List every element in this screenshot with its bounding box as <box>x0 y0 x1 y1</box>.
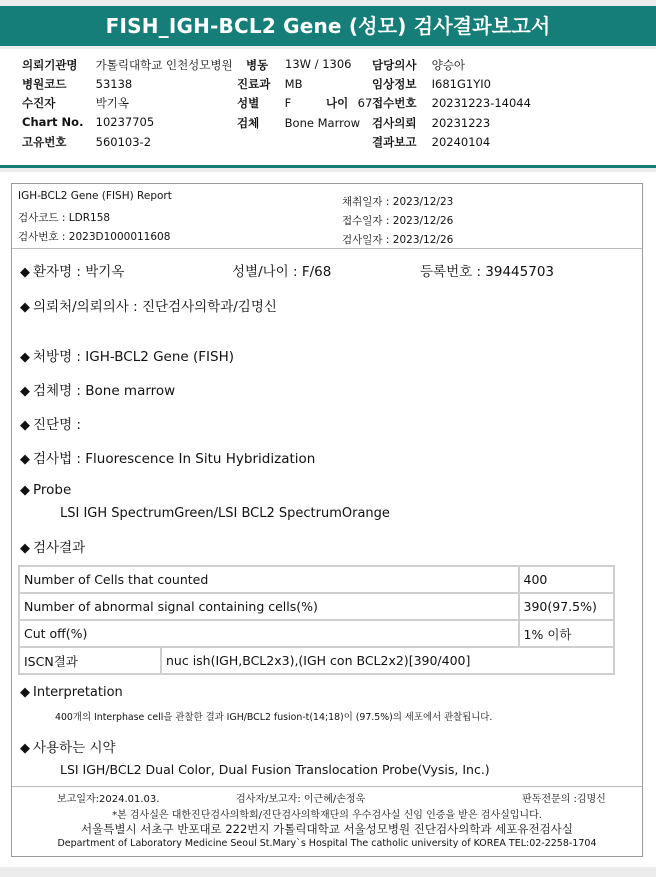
results-table <box>18 565 615 675</box>
result-label: Number of Cells that counted <box>19 566 519 593</box>
probe-value: LSI IGH SpectrumGreen/LSI BCL2 SpectrumOrange <box>60 506 390 521</box>
reg-no-line: 등록번호 : 39445703 <box>420 264 555 280</box>
specimen-field: 검체 Bone Marrow <box>237 116 361 130</box>
result-value: 1% 이하 <box>519 620 614 647</box>
requester-line: ◆ 의뢰처/의뢰의사 : 진단검사의학과/김명신 <box>20 299 277 315</box>
test-number: 검사번호 : 2023D1000011608 <box>18 231 171 243</box>
clinical-field: 임상정보 I681G1YI0 <box>372 77 491 91</box>
iscn-label: ISCN결과 <box>19 647 161 674</box>
result-value: 390(97.5%) <box>519 593 614 620</box>
result-label: Number of abnormal signal containing cells(%) <box>19 593 519 620</box>
specialist: 판독전문의 :김명신 <box>522 794 606 805</box>
report-date-field: 결과보고 20240104 <box>372 135 491 149</box>
report-frame <box>11 183 643 857</box>
diamond-icon: ◆ <box>20 350 30 365</box>
interpretation-heading: ◆ Interpretation <box>20 685 123 700</box>
certification-note: *본 검사실은 대한진단검사의학회/진단검사의학재단의 우수검사실 신임 인증을 받은 검사실입니다. <box>112 810 542 821</box>
age-field: 나이 67 <box>326 96 373 110</box>
diamond-icon: ◆ <box>20 483 30 498</box>
dept-field: 진료과 MB <box>237 77 303 91</box>
hospcode-field: 병원코드 53138 <box>22 77 133 91</box>
report-title: FISH_IGH-BCL2 Gene (성모) 검사결과보고서 <box>0 6 656 46</box>
diagnosis-line: ◆ 진단명 : <box>20 417 81 433</box>
report-name: IGH-BCL2 Gene (FISH) Report <box>18 190 172 202</box>
patient-name-line: ◆ 환자명 : 박기옥 <box>20 264 125 280</box>
chart-field: Chart No. 10237705 <box>22 115 155 129</box>
patient-header <box>0 49 656 168</box>
test-date: 검사일자 : 2023/12/26 <box>342 234 454 246</box>
table-row <box>19 647 614 674</box>
table-row <box>19 566 614 593</box>
test-code: 검사코드 : LDR158 <box>18 212 111 224</box>
id-field: 고유번호 560103-2 <box>22 135 152 149</box>
doctor-field: 담당의사 양승아 <box>372 58 465 72</box>
interpretation-text: 400개의 Interphase cell을 관찰한 결과 IGH/BCL2 fusion-t(14;18)이 (97.5%)의 세포에서 관찰됩니다. <box>55 712 493 723</box>
department-english: Department of Laboratory Medicine Seoul St.Mary`s Hospital The catholic university of KOREA TEL:02-2258-1704 <box>57 838 597 849</box>
diamond-icon: ◆ <box>20 541 30 556</box>
report-sheet <box>0 172 656 867</box>
result-value: 400 <box>519 566 614 593</box>
results-heading: ◆ 검사결과 <box>20 540 86 556</box>
ward-value: 13W / 1306 <box>285 57 352 71</box>
specimen-line: ◆ 검체명 : Bone marrow <box>20 383 176 399</box>
diamond-icon: ◆ <box>20 300 30 315</box>
order-line: ◆ 처방명 : IGH-BCL2 Gene (FISH) <box>20 349 235 365</box>
divider <box>12 786 642 787</box>
table-row <box>19 620 614 647</box>
diamond-icon: ◆ <box>20 384 30 399</box>
iscn-value: nuc ish(IGH,BCL2x3),(IGH con BCL2x2)[390/400] <box>161 647 614 674</box>
request-field: 검사의뢰 20231223 <box>372 116 491 130</box>
ward-field: 병동 <box>246 58 269 72</box>
probe-heading: ◆ Probe <box>20 482 72 498</box>
sex-age-line: 성별/나이 : F/68 <box>232 264 332 280</box>
patient-field: 수진자 박기옥 <box>22 96 129 110</box>
collect-date: 채취일자 : 2023/12/23 <box>342 196 454 208</box>
report-date: 보고일자:2024.01.03. <box>57 794 160 805</box>
diamond-icon: ◆ <box>20 452 30 467</box>
divider <box>12 248 642 249</box>
diamond-icon: ◆ <box>20 741 30 756</box>
diamond-icon: ◆ <box>20 418 30 433</box>
result-label: Cut off(%) <box>19 620 519 647</box>
hospital-address: 서울특별시 서초구 반포대로 222번지 가톨릭대학교 서울성모병원 진단검사의학과 세포유전검사실 <box>81 822 573 836</box>
diamond-icon: ◆ <box>20 265 30 280</box>
method-line: ◆ 검사법 : Fluorescence In Situ Hybridization <box>20 451 316 467</box>
sex-field: 성별 F <box>237 96 292 110</box>
receive-date: 접수일자 : 2023/12/26 <box>342 215 454 227</box>
diamond-icon: ◆ <box>20 685 30 700</box>
receipt-field: 접수번호 20231223-14044 <box>372 96 531 110</box>
reagent-heading: ◆ 사용하는 시약 <box>20 740 116 756</box>
table-row <box>19 593 614 620</box>
reagent-value: LSI IGH/BCL2 Dual Color, Dual Fusion Translocation Probe(Vysis, Inc.) <box>60 762 490 777</box>
testers: 검사자/보고자: 이근혜/손정욱 <box>236 794 366 805</box>
institution-field: 의뢰기관명 가톨릭대학교 인천성모병원 <box>22 58 233 72</box>
